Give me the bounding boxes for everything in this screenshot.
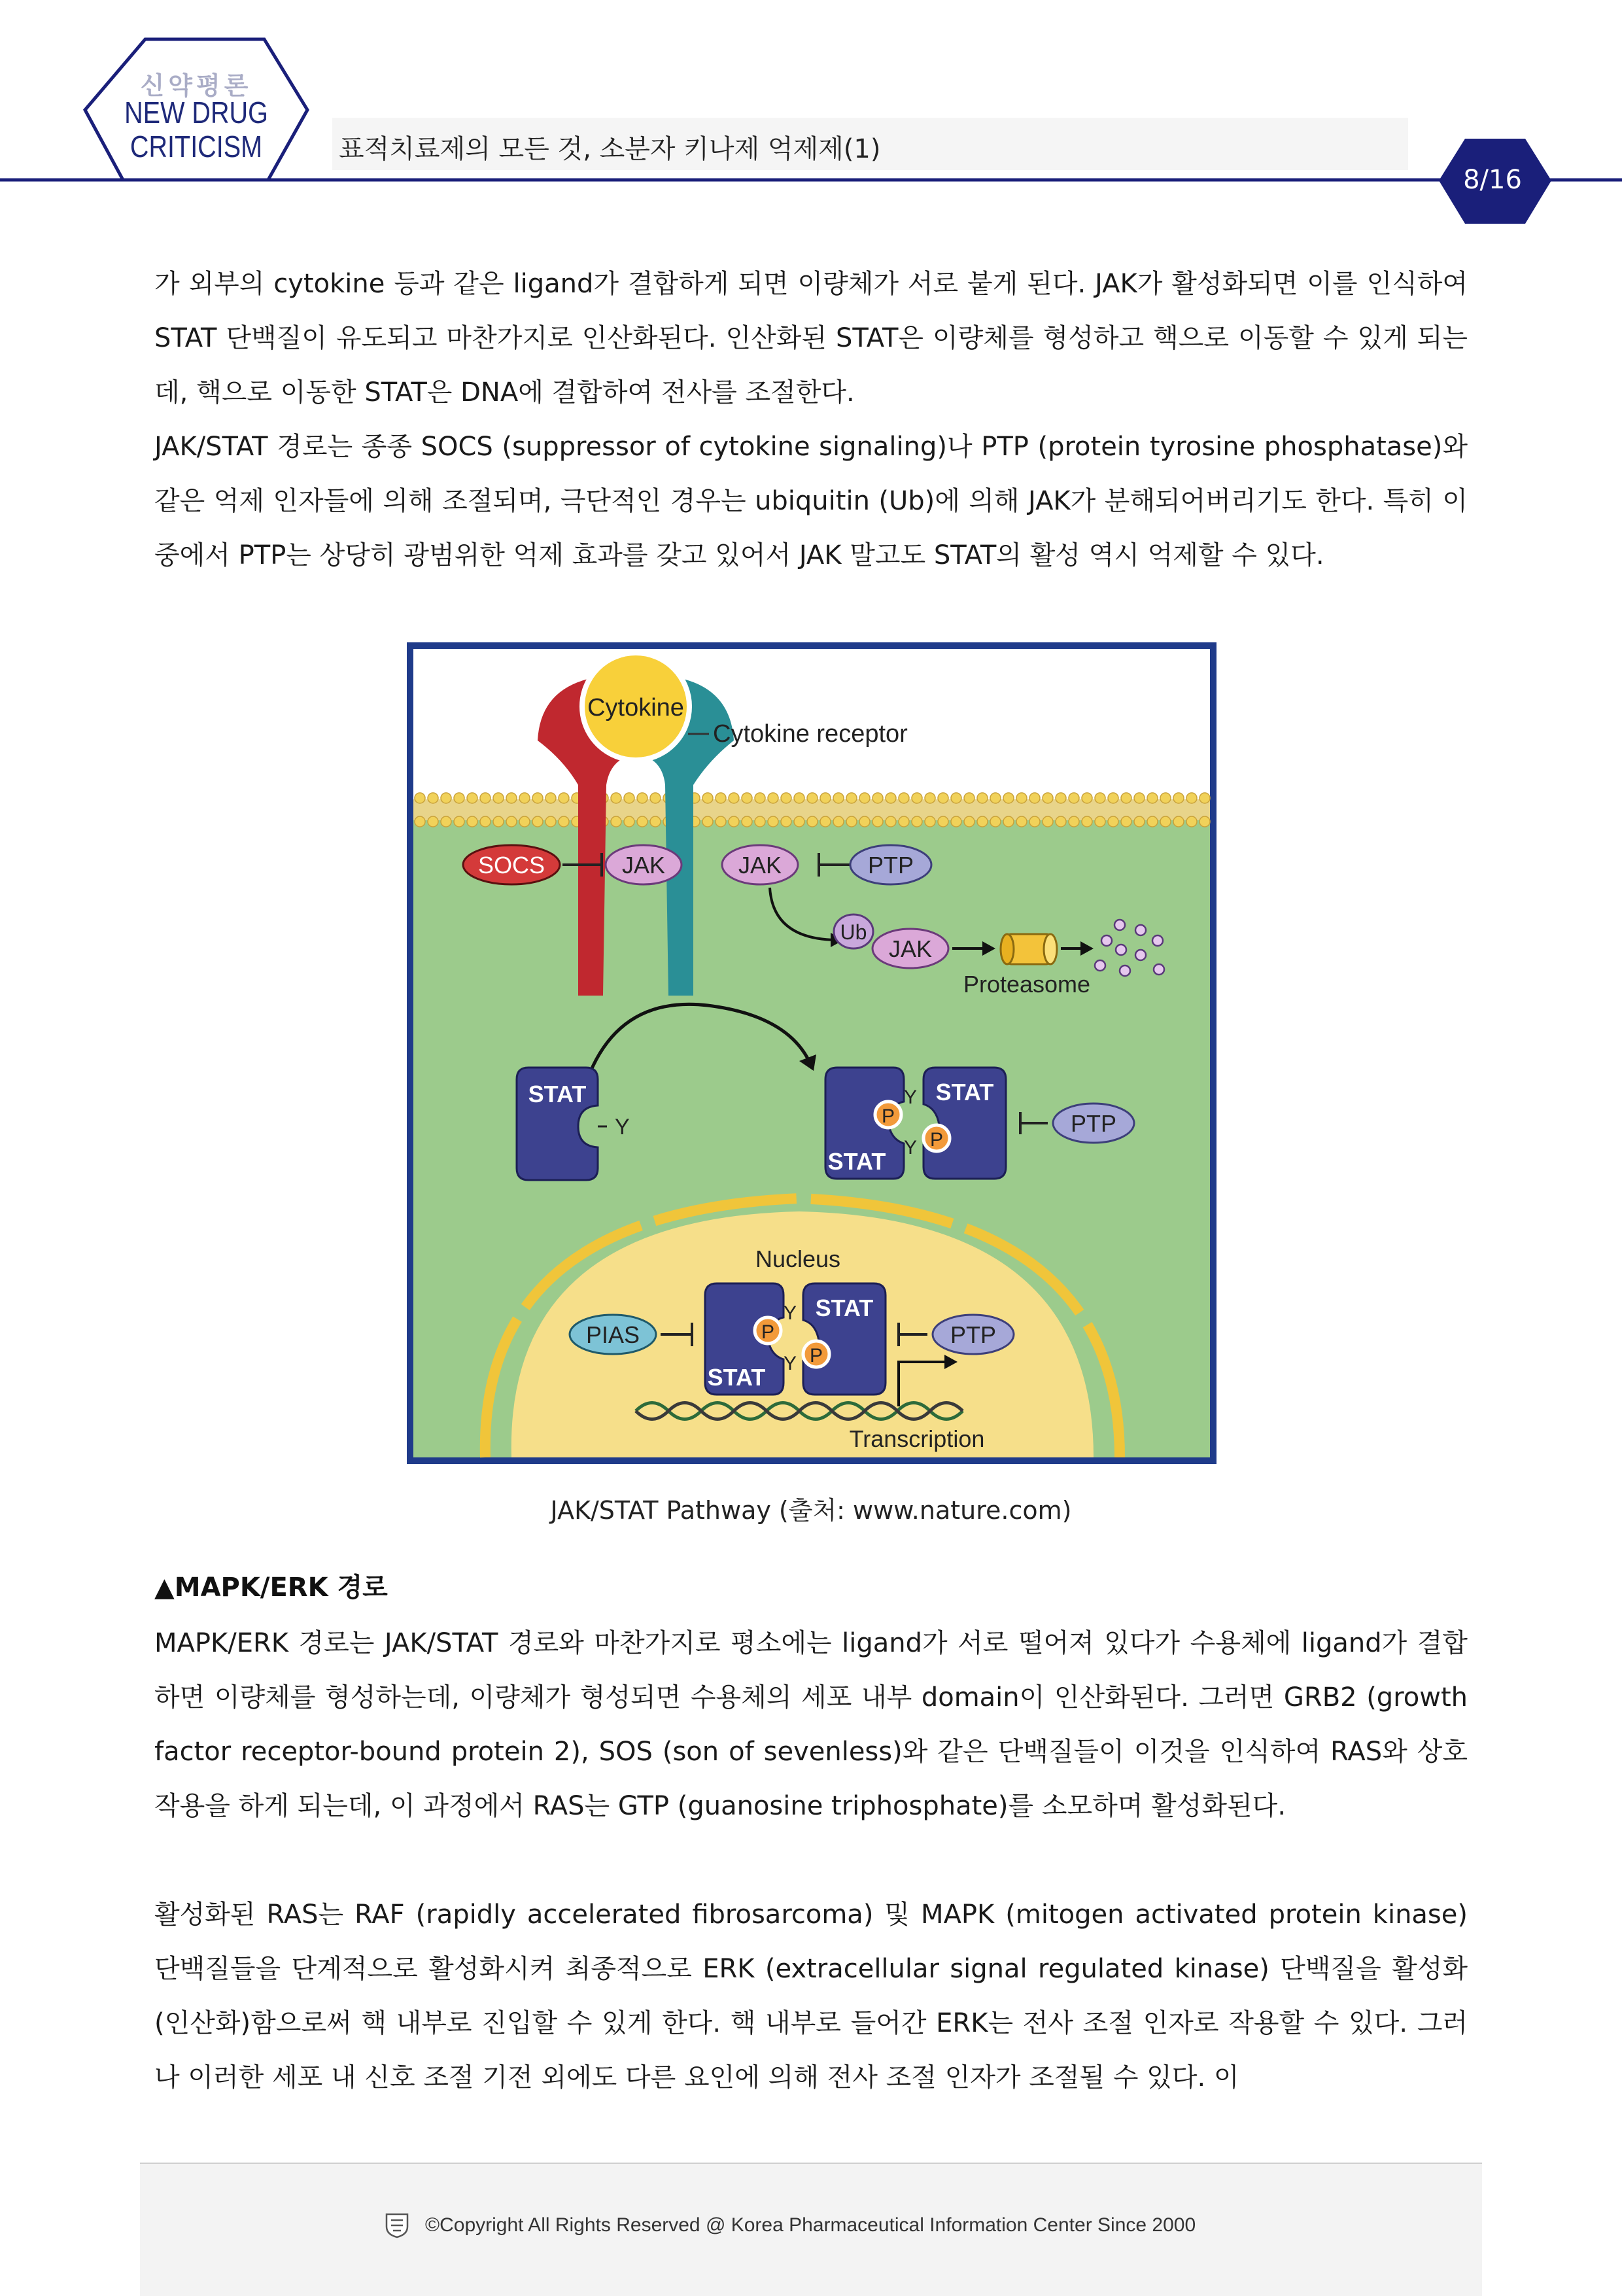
- stat-nuc-top-label: STAT: [815, 1295, 874, 1321]
- section-paragraph-2: 활성화된 RAS는 RAF (rapidly accelerated fibrosarcoma) 및 MAPK (mitogen activated protein kinase) 단백질들을 단계적으로 활성화시켜 최종적으로 ERK (extracellular signal regulated kinase) 단백질을 활성화(인산화)함으로써 핵 내부로 진입할 수 있게 한다. 핵 내부로 들어간 ERK는 전사 조절 인자로 작용할 수 있다. 그러나 이러한 세포 내 신호 조절 기전 외에도 다른 요인에 의해 전사 조절 인자가 조절될 수 있다. 이: [154, 1900, 1468, 2093]
- phospho-4: P: [809, 1345, 823, 1366]
- paragraph-2: JAK/STAT 경로는 종종 SOCS (suppressor of cytokine signaling)나 PTP (protein tyrosine phosphatase)와 같은 억제 인자들에 의해 조절되며, 극단적인 경우는 ubiquitin (Ub)에 의해 JAK가 분해되어버리기도 한다. 특히 이 중에서 PTP는 상당히 광범위한 억제 효과를 갖고 있어서 JAK 말고도 STAT의 활성 역시 억제할 수 있다.: [154, 432, 1468, 570]
- shield-logo-icon: [385, 2212, 409, 2238]
- stat-inactive-label: STAT: [528, 1081, 587, 1107]
- header-title: 표적치료제의 모든 것, 소분자 키나제 억제제(1): [339, 134, 881, 164]
- cytokine-label: Cytokine: [587, 694, 684, 722]
- cytokine: [582, 653, 689, 760]
- nucleus-label: Nucleus: [755, 1245, 841, 1272]
- phospho-1: P: [881, 1105, 895, 1127]
- ub-label: Ub: [840, 920, 867, 944]
- socs-label: SOCS: [477, 852, 545, 878]
- ub-node: [834, 914, 873, 948]
- ptp-nucleus: [933, 1315, 1014, 1354]
- jak-right: [722, 845, 798, 884]
- cell-membrane: [413, 793, 1210, 827]
- stat-dimer-bottom-label: STAT: [827, 1148, 886, 1175]
- ptp-top: [850, 845, 931, 884]
- receptor-label: Cytokine receptor: [713, 720, 908, 748]
- pias-node: [570, 1315, 656, 1354]
- figure-caption: JAK/STAT Pathway (출처: www.nature.com): [550, 1496, 1072, 1525]
- transcription-label: Transcription: [849, 1425, 985, 1452]
- ptp-top-label: PTP: [867, 852, 914, 878]
- nuc-y-2: Y: [783, 1353, 797, 1374]
- dimer-y-2: Y: [903, 1137, 918, 1158]
- stat-nuc-bottom-label: STAT: [707, 1364, 766, 1391]
- section-paragraph-1: MAPK/ERK 경로는 JAK/STAT 경로와 마찬가지로 평소에는 ligand가 서로 떨어져 있다가 수용체에 ligand가 결합하면 이량체를 형성하는데, 이량체가 형성되면 수용체의 세포 내부 domain이 인산화된다. 그러면 GRB2 (growth factor receptor-bound protein 2), SOS (son of sevenless)와 같은 단백질들이 이것을 인식하여 RAS와 상호작용을 하게 되는데, 이 과정에서 RAS는 GTP (guanosine triphosphate)를 소모하며 활성화된다.: [154, 1628, 1468, 1821]
- phospho-3: P: [761, 1321, 775, 1343]
- jak-ub-label: JAK: [888, 935, 933, 962]
- dimer-y-1: Y: [903, 1087, 918, 1108]
- brand-korean: 신약평론: [140, 71, 252, 100]
- stat-dimer-top-label: STAT: [935, 1079, 994, 1105]
- jak-right-label: JAK: [738, 852, 782, 878]
- ptp-middle: [1053, 1104, 1134, 1143]
- brand-english-line2: CRITICISM: [129, 130, 263, 164]
- paragraph-1: 가 외부의 cytokine 등과 같은 ligand가 결합하게 되면 이량체가 서로 붙게 된다. JAK가 활성화되면 이를 인식하여 STAT 단백질이 유도되고 마찬가지로 인산화된다. 인산화된 STAT은 이량체를 형성하고 핵으로 이동할 수 있게 되는데, 핵으로 이동한 STAT은 DNA에 결합하여 전사를 조절한다.: [154, 269, 1468, 408]
- stat-inactive-y: Y: [615, 1115, 630, 1139]
- page-number: 8/16: [1463, 165, 1522, 195]
- brand-english: [112, 96, 281, 164]
- phospho-2: P: [929, 1129, 944, 1151]
- section-heading: ▲MAPK/ERK 경로: [154, 1573, 388, 1603]
- ptp-middle-label: PTP: [1070, 1110, 1117, 1137]
- jak-stat-pathway-figure: [407, 642, 1216, 1464]
- brand-english-line1: NEW DRUG: [124, 96, 268, 130]
- socs-node: [463, 845, 560, 884]
- footer-copyright: ©Copyright All Rights Reserved @ Korea Pharmaceutical Information Center Since 2000: [425, 2214, 1196, 2236]
- proteasome: [1001, 934, 1057, 964]
- ptp-nucleus-label: PTP: [950, 1321, 997, 1348]
- proteasome-label: Proteasome: [963, 971, 1091, 998]
- nuc-y-1: Y: [783, 1302, 797, 1324]
- jak-left-label: JAK: [621, 852, 666, 878]
- jak-ub: [872, 929, 948, 968]
- jak-left: [606, 845, 682, 884]
- pias-label: PIAS: [585, 1321, 640, 1348]
